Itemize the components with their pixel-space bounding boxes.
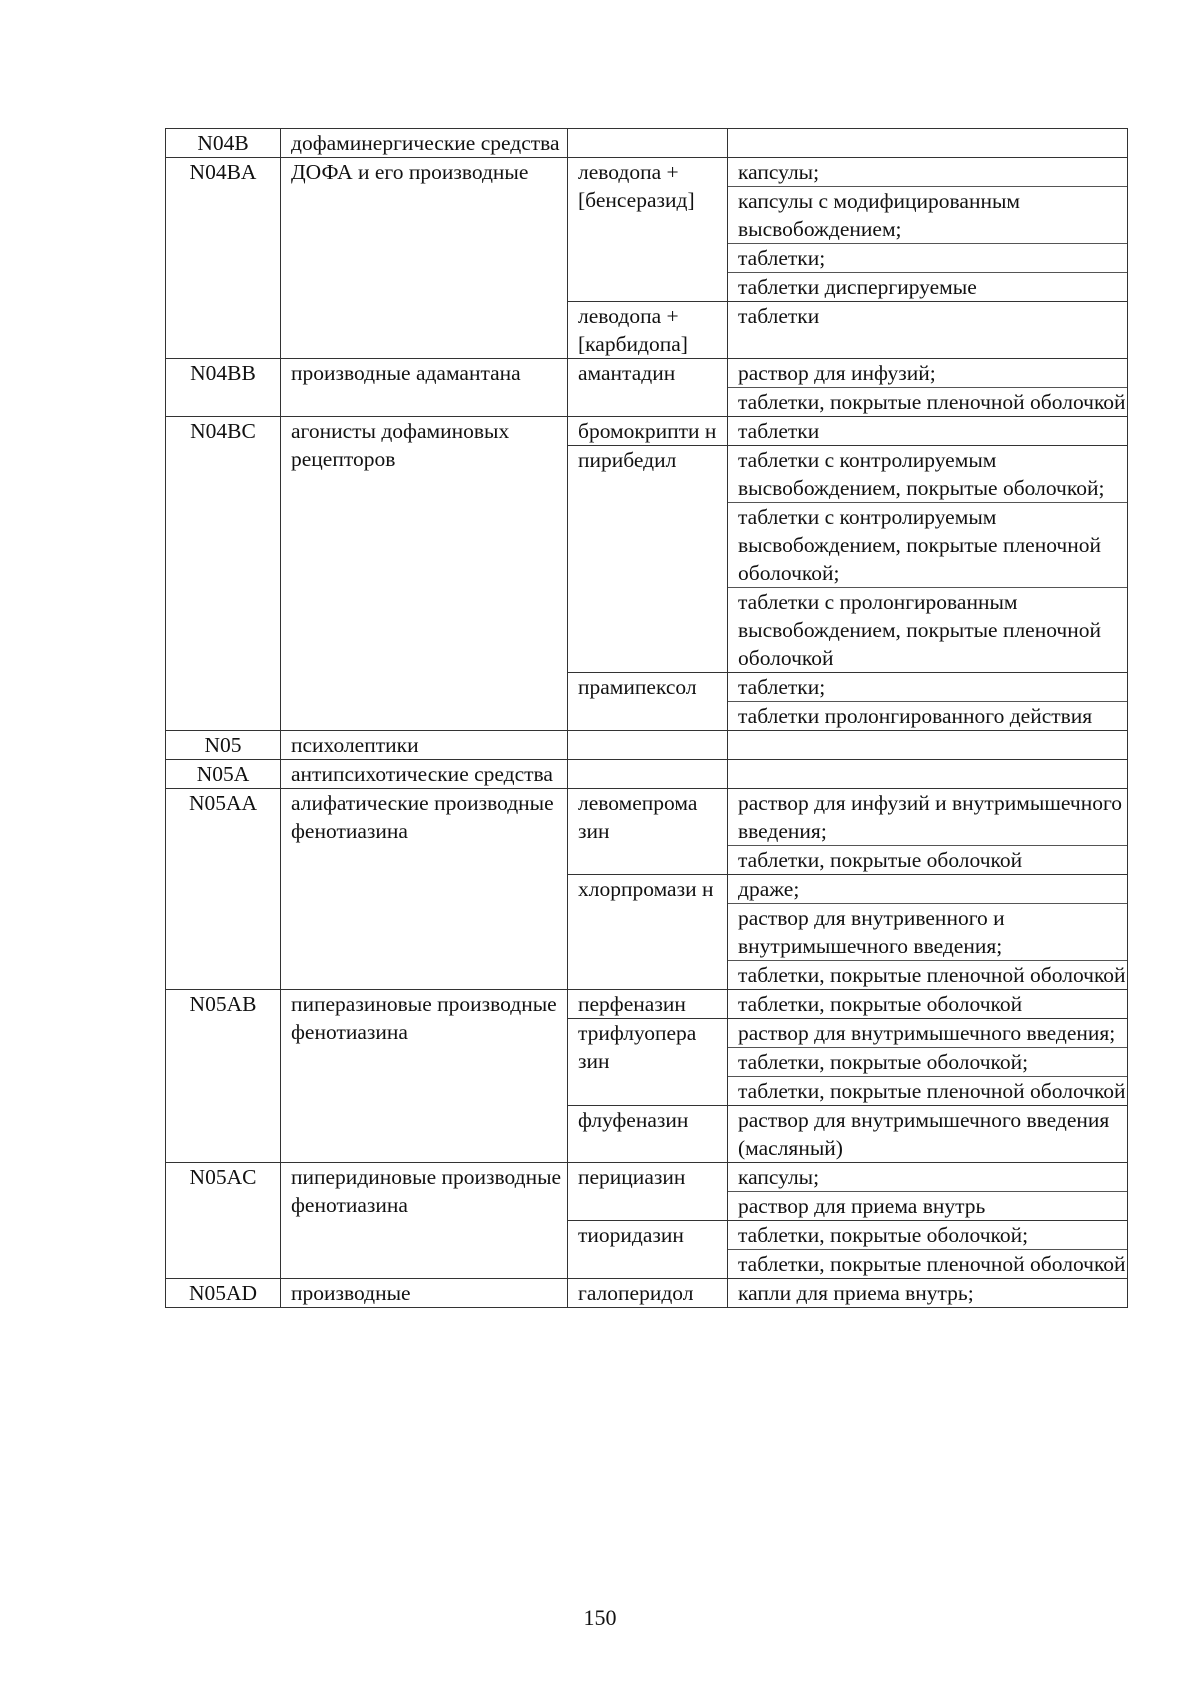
dosage-forms-cell bbox=[728, 1019, 1128, 1106]
table-row bbox=[166, 760, 1128, 789]
dosage-form: таблетки, покрытые пленочной оболочкой bbox=[738, 1252, 1126, 1276]
dosage-forms-cell bbox=[728, 417, 1128, 446]
drug-name-cell: леводопа + [карбидопа] bbox=[568, 302, 728, 359]
drug-name-cell: тиоридазин bbox=[568, 1221, 728, 1279]
table-row bbox=[166, 158, 1128, 302]
dosage-form: таблетки bbox=[738, 419, 820, 443]
dosage-form: таблетки пролонгированного действия bbox=[738, 704, 1093, 728]
therapeutic-group-cell: пиперидиновые производные фенотиазина bbox=[281, 1163, 568, 1279]
dosage-form: раствор для внутривенного и внутримышечного введения; bbox=[728, 904, 1127, 961]
dosage-forms-cell bbox=[728, 1279, 1128, 1308]
drug-name-cell: бромокрипти н bbox=[568, 417, 728, 446]
dosage-form: капсулы; bbox=[728, 1163, 1127, 1192]
dosage-form: капсулы; bbox=[728, 158, 1127, 187]
dosage-form: таблетки, покрытые оболочкой; bbox=[728, 1221, 1127, 1250]
dosage-forms-cell bbox=[728, 359, 1128, 417]
dosage-form: раствор для внутримышечного введения; bbox=[728, 1019, 1127, 1048]
drug-name-cell bbox=[568, 129, 728, 158]
dosage-forms-cell bbox=[728, 158, 1128, 302]
dosage-form: таблетки, покрытые оболочкой bbox=[738, 848, 1023, 872]
page-number: 150 bbox=[583, 1605, 617, 1630]
dosage-form: таблетки; bbox=[728, 673, 1127, 702]
dosage-forms-cell bbox=[728, 789, 1128, 875]
dosage-forms-cell bbox=[728, 731, 1128, 760]
table-row bbox=[166, 417, 1128, 446]
dosage-forms-cell bbox=[728, 446, 1128, 673]
dosage-form bbox=[728, 760, 1127, 788]
therapeutic-group-cell: ДОФА и его производные bbox=[281, 158, 568, 359]
therapeutic-group-cell: психолептики bbox=[281, 731, 568, 760]
table-row bbox=[166, 789, 1128, 875]
therapeutic-group-cell: дофаминергические средства bbox=[281, 129, 568, 158]
table-row bbox=[166, 129, 1128, 158]
drug-name-cell: хлорпромази н bbox=[568, 875, 728, 990]
dosage-form: раствор для внутримышечного введения (масляный) bbox=[738, 1108, 1110, 1160]
dosage-forms-cell bbox=[728, 760, 1128, 789]
drug-name-cell bbox=[568, 731, 728, 760]
drug-name-cell: галоперидол bbox=[568, 1279, 728, 1308]
dosage-form: таблетки, покрытые оболочкой bbox=[738, 992, 1023, 1016]
dosage-form: таблетки с контролируемым высвобождением, покрытые пленочной оболочкой; bbox=[728, 503, 1127, 588]
dosage-forms-cell bbox=[728, 1221, 1128, 1279]
atc-code-cell: N04BB bbox=[166, 359, 281, 417]
therapeutic-group-cell: производные bbox=[281, 1279, 568, 1308]
dosage-forms-cell bbox=[728, 1106, 1128, 1163]
drug-name-cell bbox=[568, 760, 728, 789]
therapeutic-group-cell: пиперазиновые производные фенотиазина bbox=[281, 990, 568, 1163]
dosage-form: таблетки диспергируемые bbox=[738, 275, 977, 299]
therapeutic-group-cell: антипсихотические средства bbox=[281, 760, 568, 789]
table-row bbox=[166, 990, 1128, 1019]
dosage-form: таблетки с пролонгированным высвобождением, покрытые пленочной оболочкой bbox=[738, 590, 1102, 670]
atc-code-cell: N05 bbox=[166, 731, 281, 760]
dosage-forms-cell bbox=[728, 129, 1128, 158]
drug-name-cell: трифлуопера зин bbox=[568, 1019, 728, 1106]
drug-name-cell: перициазин bbox=[568, 1163, 728, 1221]
atc-code-cell: N04BC bbox=[166, 417, 281, 731]
atc-code-cell: N05AB bbox=[166, 990, 281, 1163]
table-row bbox=[166, 359, 1128, 417]
dosage-forms-cell bbox=[728, 1163, 1128, 1221]
drug-name-cell: пирибедил bbox=[568, 446, 728, 673]
atc-code-cell: N05AA bbox=[166, 789, 281, 990]
dosage-form: таблетки, покрытые пленочной оболочкой bbox=[738, 1079, 1126, 1103]
dosage-form: раствор для инфузий и внутримышечного введения; bbox=[728, 789, 1127, 846]
dosage-form: капли для приема внутрь; bbox=[738, 1281, 974, 1305]
table-row bbox=[166, 1163, 1128, 1221]
dosage-form: таблетки с контролируемым высвобождением, покрытые оболочкой; bbox=[728, 446, 1127, 503]
dosage-form bbox=[728, 129, 1127, 157]
therapeutic-group-cell: алифатические производные фенотиазина bbox=[281, 789, 568, 990]
therapeutic-group-cell: агонисты дофаминовых рецепторов bbox=[281, 417, 568, 731]
table-row bbox=[166, 731, 1128, 760]
drug-name-cell: флуфеназин bbox=[568, 1106, 728, 1163]
dosage-form: раствор для инфузий; bbox=[728, 359, 1127, 388]
dosage-form: таблетки bbox=[738, 304, 820, 328]
atc-code-cell: N04BA bbox=[166, 158, 281, 359]
dosage-form: таблетки, покрытые пленочной оболочкой bbox=[738, 963, 1126, 987]
dosage-form: драже; bbox=[728, 875, 1127, 904]
therapeutic-group-cell: производные адамантана bbox=[281, 359, 568, 417]
drug-name-cell: амантадин bbox=[568, 359, 728, 417]
atc-code-cell: N05AC bbox=[166, 1163, 281, 1279]
table-body bbox=[166, 129, 1128, 1308]
dosage-form: таблетки; bbox=[728, 244, 1127, 273]
table-row bbox=[166, 1279, 1128, 1308]
dosage-form: таблетки, покрытые оболочкой; bbox=[728, 1048, 1127, 1077]
dosage-form: капсулы с модифицированным высвобождением; bbox=[728, 187, 1127, 244]
dosage-form bbox=[728, 731, 1127, 759]
drug-name-cell: леводопа + [бенсеразид] bbox=[568, 158, 728, 302]
atc-code-cell: N05AD bbox=[166, 1279, 281, 1308]
dosage-form: таблетки, покрытые пленочной оболочкой bbox=[738, 390, 1126, 414]
dosage-forms-cell bbox=[728, 875, 1128, 990]
dosage-forms-cell bbox=[728, 302, 1128, 359]
drug-classification-table bbox=[165, 128, 1128, 1308]
drug-name-cell: перфеназин bbox=[568, 990, 728, 1019]
drug-name-cell: левомепрома зин bbox=[568, 789, 728, 875]
dosage-forms-cell bbox=[728, 673, 1128, 731]
drug-name-cell: прамипексол bbox=[568, 673, 728, 731]
atc-code-cell: N05A bbox=[166, 760, 281, 789]
atc-code-cell: N04B bbox=[166, 129, 281, 158]
dosage-forms-cell bbox=[728, 990, 1128, 1019]
dosage-form: раствор для приема внутрь bbox=[738, 1194, 986, 1218]
